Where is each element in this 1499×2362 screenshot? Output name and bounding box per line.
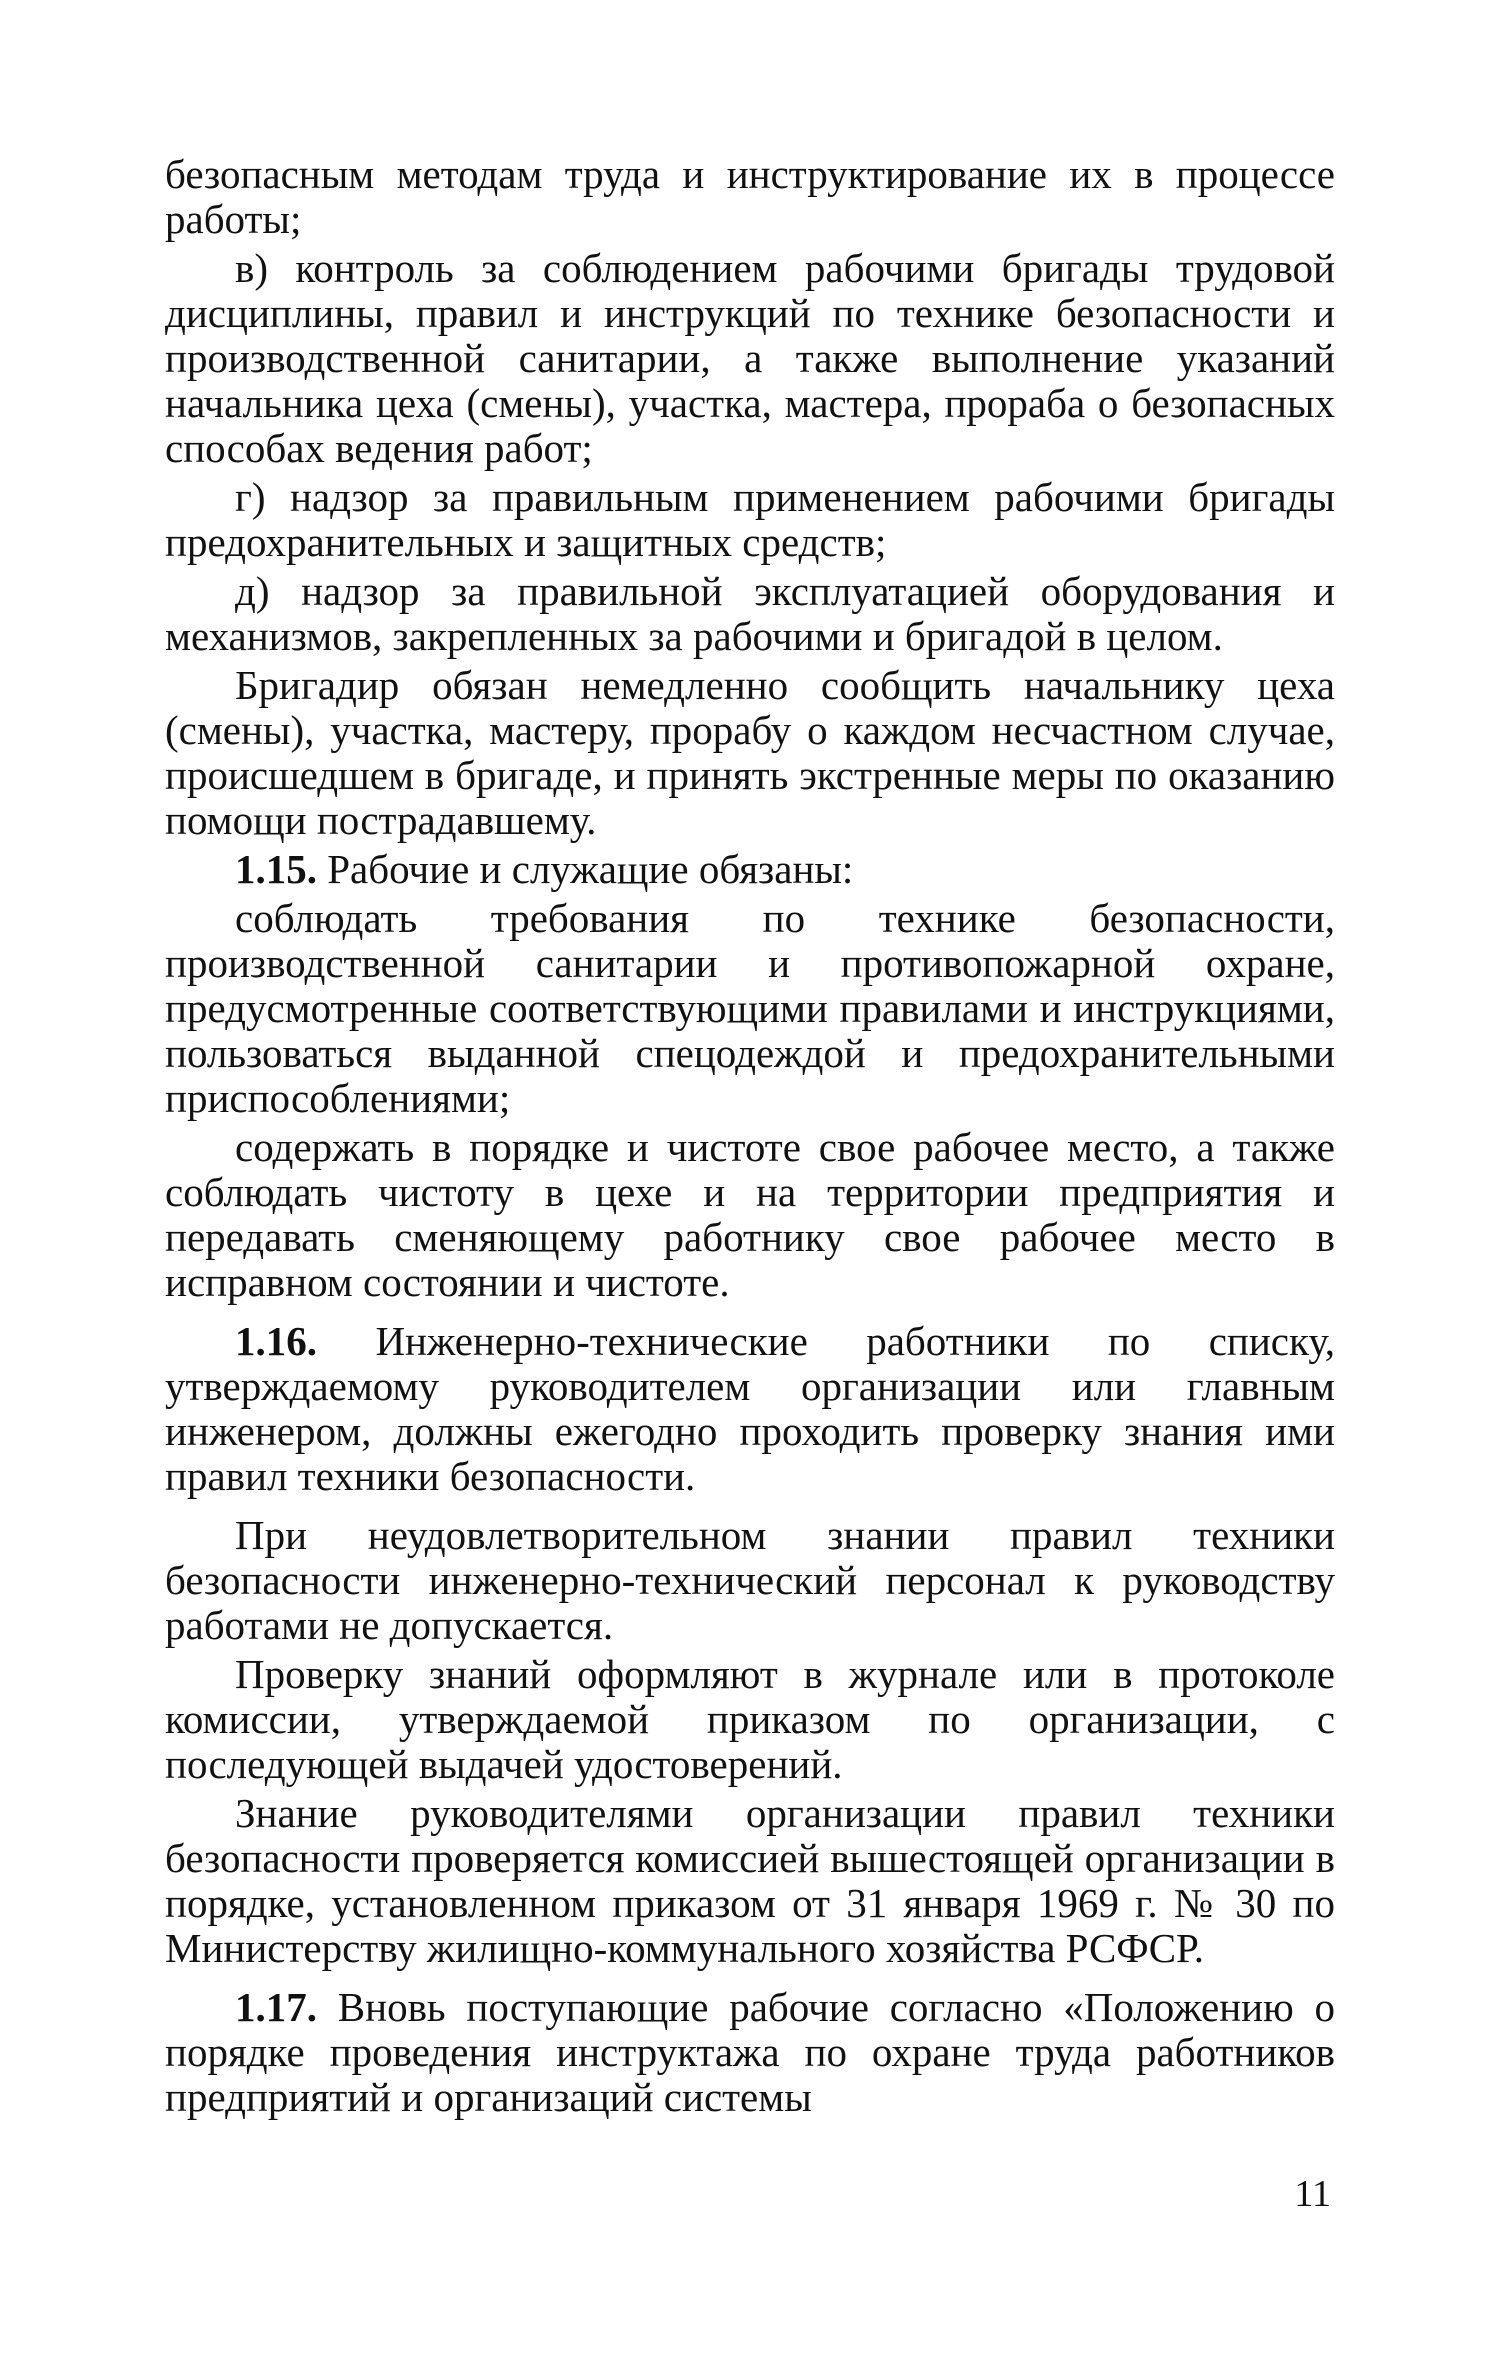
paragraph-text: в) контроль за соблюдением рабочими бригады трудовой дисциплины, правил и инструкций по технике безопасности и производственной санитарии, а также выполнение указаний начальника цеха (смены), участка, мастера, прораба о безопасных способах ведения работ; xyxy=(165,245,1335,471)
paragraph-text: безопасным методам труда и инструктирование их в процессе работы; xyxy=(165,151,1335,242)
paragraph-text: Рабочие и служащие обязаны: xyxy=(327,846,854,892)
paragraph-text: содержать в порядке и чистоте свое рабочее место, а также соблюдать чистоту в цехе и на территории предприятия и передавать сменяющему работнику свое рабочее место в исправном состоянии и чистоте. xyxy=(165,1124,1335,1305)
paragraph-text: Проверку знаний оформляют в журнале или в протоколе комиссии, утверждаемой приказом по организации, с последующей выдачей удостоверений. xyxy=(165,1651,1335,1787)
section-1-17 xyxy=(165,1985,1335,2120)
paragraph-text: г) надзор за правильным применением рабочими бригады предохранительных и защитных средств; xyxy=(165,474,1335,565)
paragraph-5 xyxy=(165,663,1335,843)
paragraph-1 xyxy=(165,152,1335,242)
paragraph-7 xyxy=(165,896,1335,1121)
paragraph-text: Вновь поступающие рабочие согласно «Положению о порядке проведения инструктажа по охране труда работников предприятий и организаций системы xyxy=(165,1984,1335,2120)
paragraph-12 xyxy=(165,1791,1335,1971)
paragraph-3 xyxy=(165,475,1335,565)
paragraph-text: При неудовлетворительном знании правил техники безопасности инженерно-технический персонал к руководству работами не допускается. xyxy=(165,1512,1335,1648)
section-1-15 xyxy=(165,847,1335,892)
page-number: 11 xyxy=(1294,2173,1331,2215)
section-number: 1.15. xyxy=(235,846,317,892)
section-number: 1.17. xyxy=(235,1984,317,2030)
paragraph-10 xyxy=(165,1513,1335,1648)
page-body xyxy=(165,152,1335,2124)
paragraph-text: соблюдать требования по технике безопасности, производственной санитарии и противопожарной охране, предусмотренные соответствующими правилами и инструкциями, пользоваться выданной спецодеждой и предохранительными приспособлениями; xyxy=(165,895,1335,1121)
paragraph-text: Инженерно-технические работники по списку, утверждаемому руководителем организации или главным инженером, должны ежегодно проходить проверку знания ими правил техники безопасности. xyxy=(165,1318,1335,1499)
paragraph-text: Бригадир обязан немедленно сообщить начальнику цеха (смены), участка, мастеру, прорабу о каждом несчастном случае, происшедшем в бригаде, и принять экстренные меры по оказанию помощи пострадавшему. xyxy=(165,662,1335,843)
paragraph-text: Знание руководителями организации правил техники безопасности проверяется комиссией вышестоящей организации в порядке, установленном приказом от 31 января 1969 г. № 30 по Министерству жилищно-коммунального хозяйства РСФСР. xyxy=(165,1790,1335,1971)
paragraph-11 xyxy=(165,1652,1335,1787)
paragraph-4 xyxy=(165,569,1335,659)
paragraph-2 xyxy=(165,246,1335,471)
section-number: 1.16. xyxy=(235,1318,317,1364)
section-1-16 xyxy=(165,1319,1335,1499)
paragraph-text: д) надзор за правильной эксплуатацией оборудования и механизмов, закрепленных за рабочими и бригадой в целом. xyxy=(165,568,1335,659)
paragraph-8 xyxy=(165,1125,1335,1305)
